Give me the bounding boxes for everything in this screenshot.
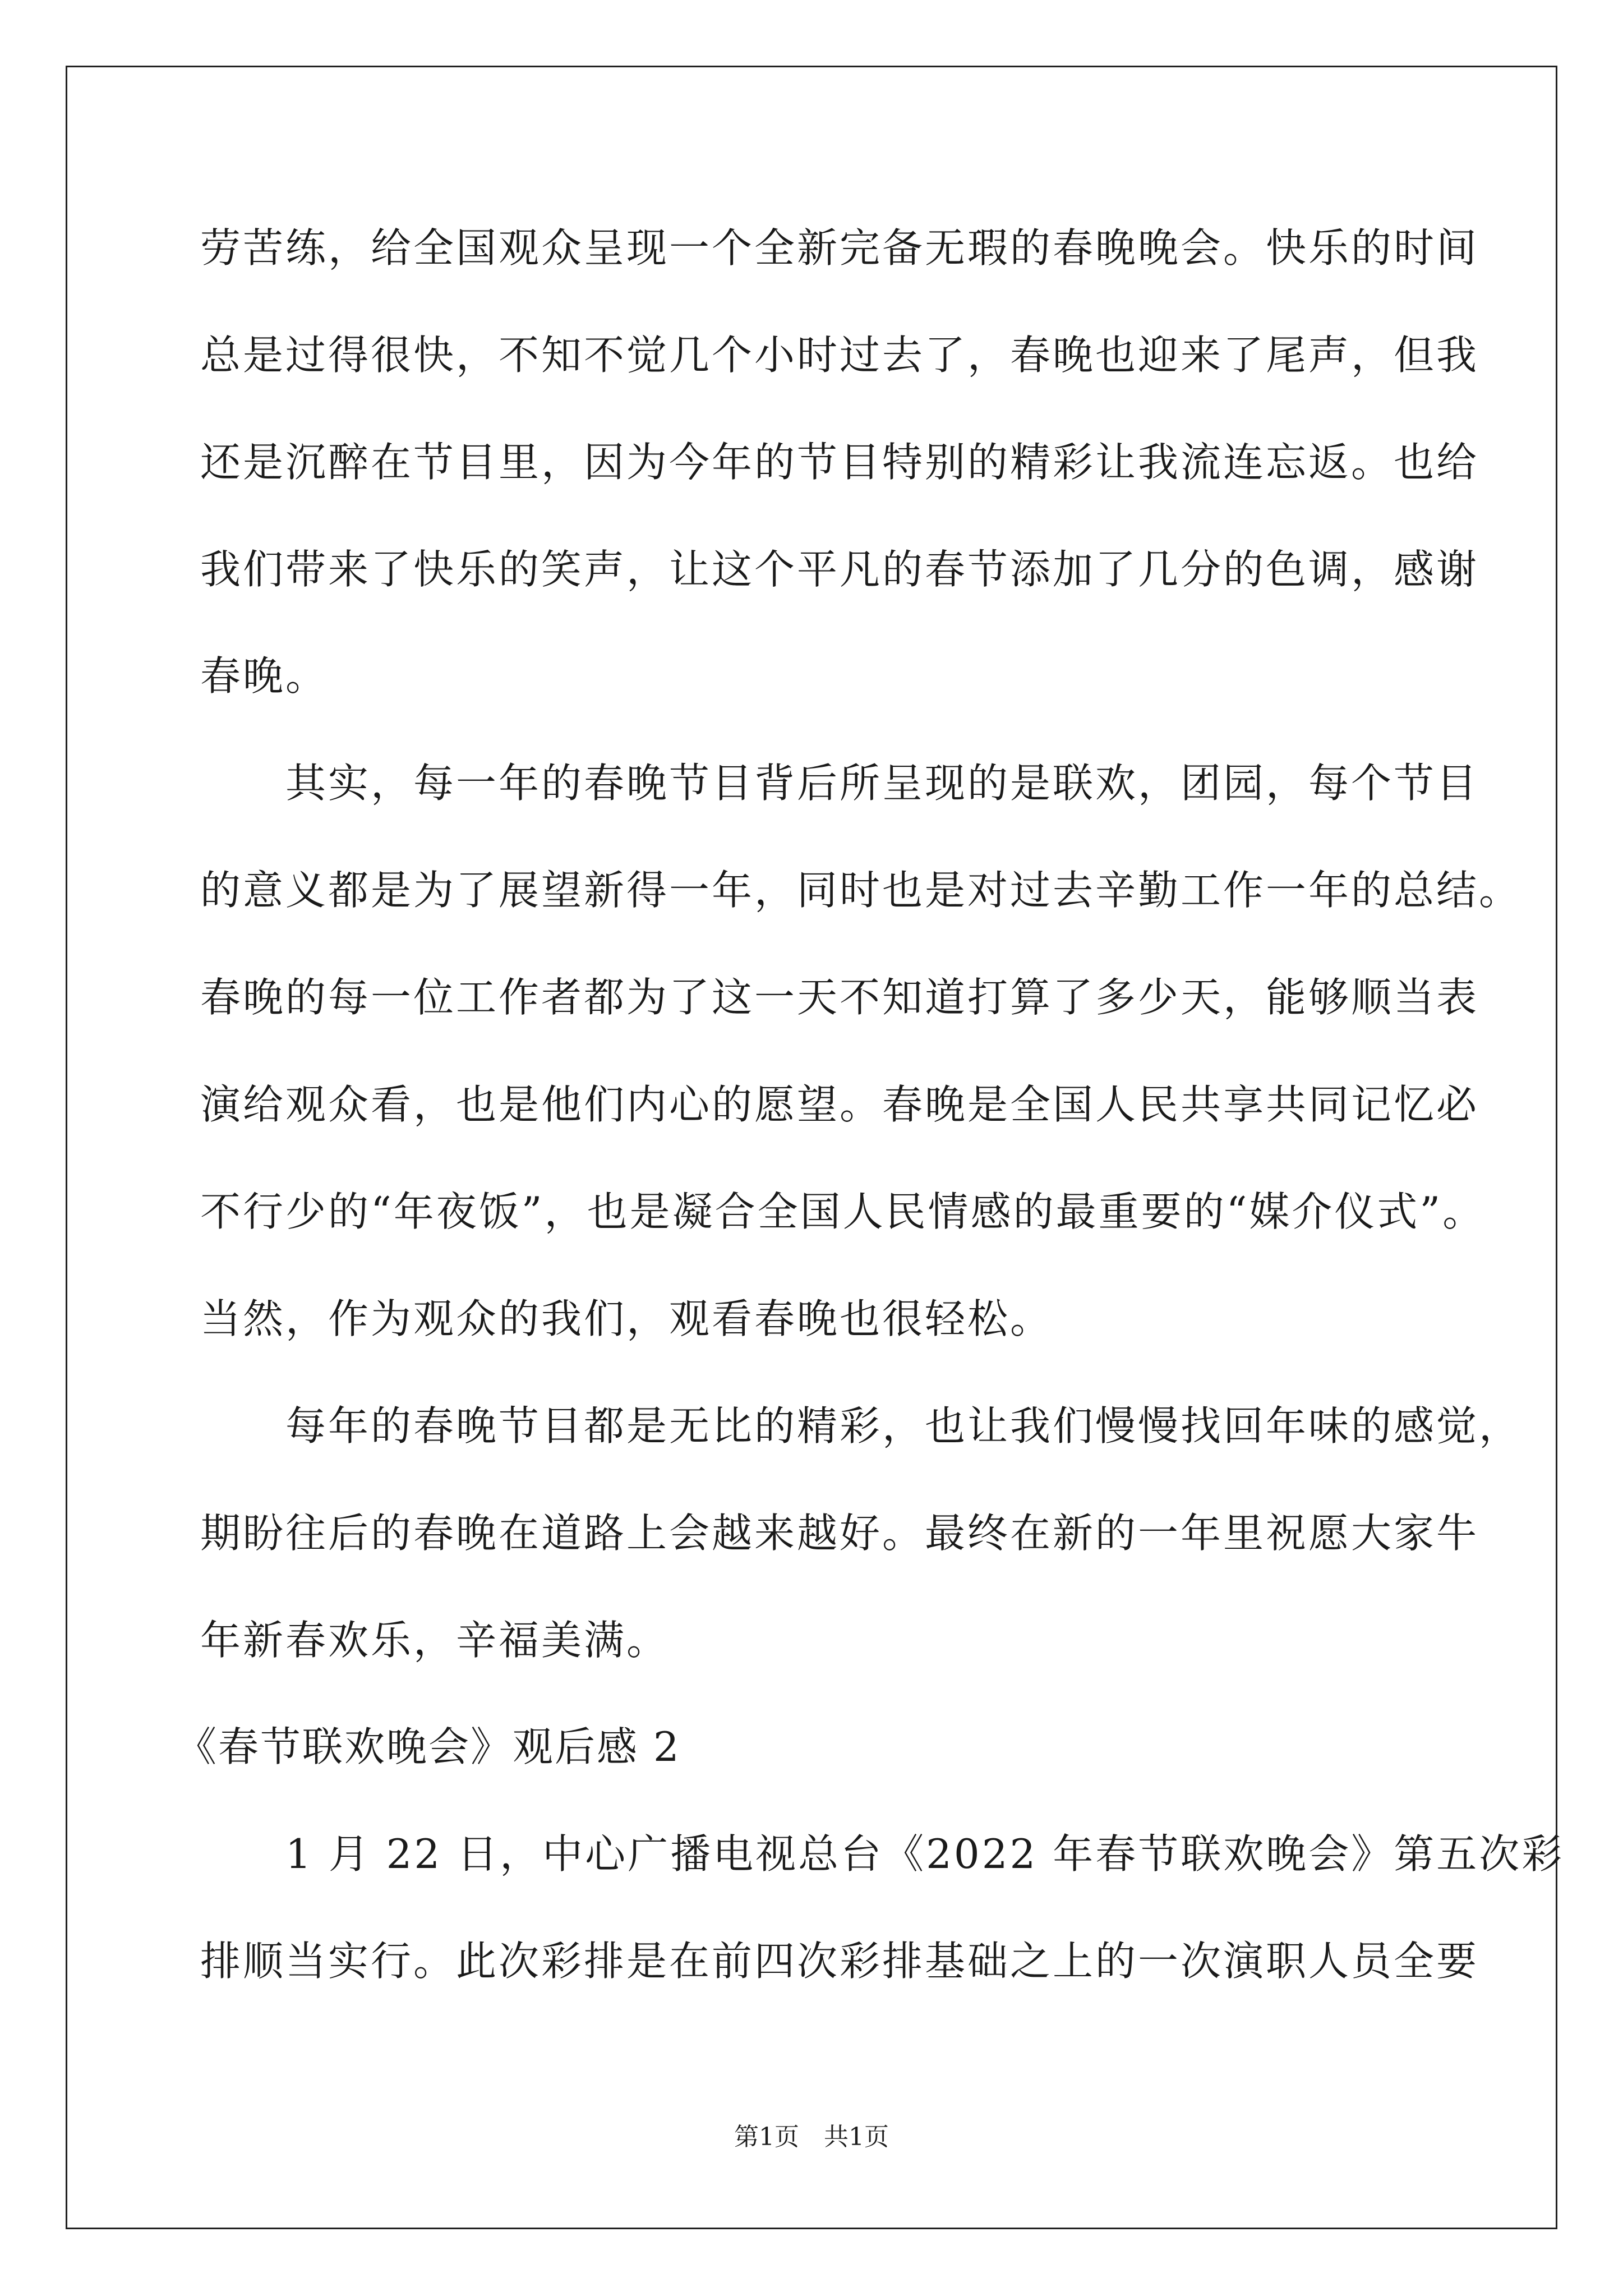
text-line-7: 的意义都是为了展望新得一年，同时也是对过去辛勤工作一年的总结。	[200, 867, 1522, 914]
text-line-17: 排顺当实行。此次彩排是在前四次彩排基础之上的一次演职人员全要	[200, 1938, 1479, 1985]
text-line-14: 年新春欢乐，辛福美满。	[200, 1617, 670, 1664]
text-line-11: 当然，作为观众的我们，观看春晚也很轻松。	[200, 1295, 1053, 1342]
text-line-16: 1 月 22 日，中心广播电视总台《2022 年春节联欢晚会》第五次彩	[200, 1830, 1565, 1878]
text-line-9: 演给观众看，也是他们内心的愿望。春晚是全国人民共享共同记忆必	[200, 1081, 1479, 1128]
section-heading: 《春节联欢晚会》观后感 2	[176, 1723, 681, 1770]
page-border	[66, 66, 1565, 2229]
page-footer: 第1页 共1页	[734, 2123, 889, 2151]
text-line-13: 期盼往后的春晚在道路上会越来越好。最终在新的一年里祝愿大家牛	[200, 1510, 1479, 1557]
text-line-2: 总是过得很快，不知不觉几个小时过去了，春晚也迎来了尾声，但我	[200, 332, 1479, 379]
text-line-4: 我们带来了快乐的笑声，让这个平凡的春节添加了几分的色调，感谢	[200, 546, 1479, 593]
text-line-12: 每年的春晚节目都是无比的精彩，也让我们慢慢找回年味的感觉，	[200, 1402, 1522, 1450]
text-line-1: 劳苦练，给全国观众呈现一个全新完备无瑕的春晚晚会。快乐的时间	[200, 224, 1479, 272]
text-line-6: 其实，每一年的春晚节目背后所呈现的是联欢，团园，每个节目	[200, 760, 1479, 807]
text-line-5: 春晚。	[200, 652, 329, 700]
text-line-3: 还是沉醉在节目里，因为今年的节目特别的精彩让我流连忘返。也给	[200, 439, 1479, 486]
text-line-8: 春晚的每一位工作者都为了这一天不知道打算了多少天，能够顺当表	[200, 974, 1479, 1021]
text-line-10: 不行少的“年夜饭”，也是凝合全国人民情感的最重要的“媒介仪式”。	[200, 1188, 1486, 1235]
